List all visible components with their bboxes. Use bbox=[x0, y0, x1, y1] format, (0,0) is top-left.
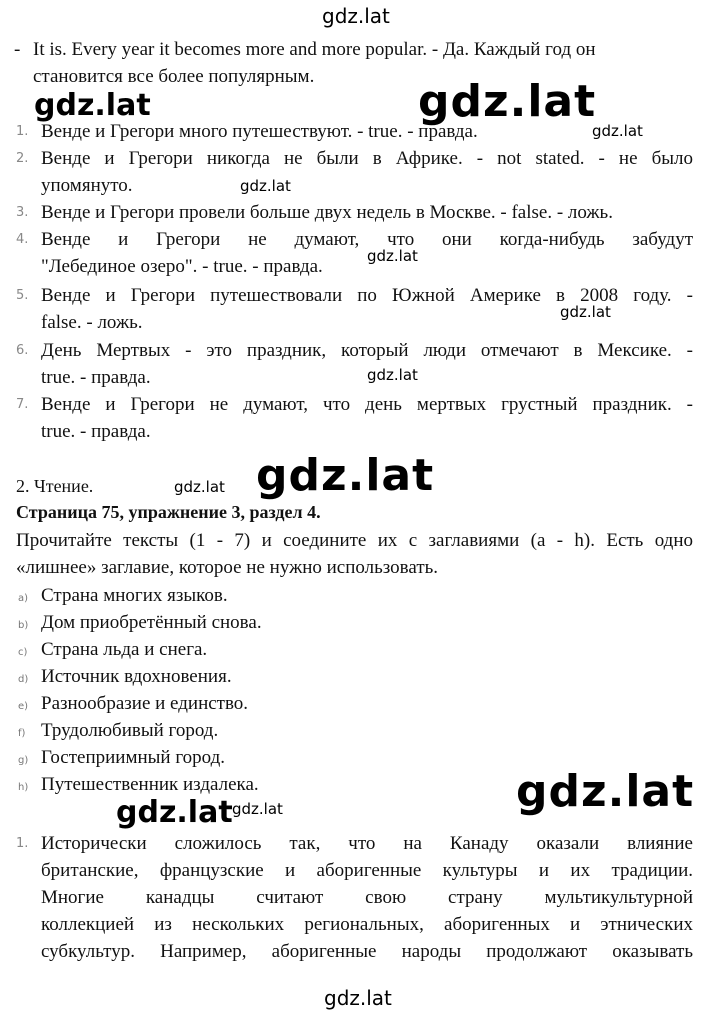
heading-text: Дом приобретённый снова. bbox=[41, 612, 262, 633]
watermark-big: gdz.lat bbox=[516, 766, 695, 817]
heading-text: Источник вдохновения. bbox=[41, 666, 232, 687]
statement-line: true. - правда. bbox=[41, 421, 151, 442]
watermark-small: gdz.lat bbox=[232, 800, 283, 818]
intro-line-1: It is. Every year it becomes more and more popular. - Да. Каждый год он bbox=[33, 39, 596, 60]
heading-letter: h) bbox=[18, 782, 29, 793]
statement-number: 5. bbox=[16, 288, 29, 303]
heading-text: Путешественник издалека. bbox=[41, 774, 259, 795]
statement-line: Венде и Грегори много путешествуют. - true. - правда. bbox=[41, 121, 478, 142]
statement-number: 6. bbox=[16, 343, 29, 358]
watermark-small: gdz.lat bbox=[240, 177, 291, 195]
statement-line: Венде и Грегори не думают, что день мертвых грустный праздник. - bbox=[41, 394, 693, 415]
text-line: британские, французские и аборигенные культуры и их традиции. bbox=[41, 860, 693, 881]
heading-letter: g) bbox=[18, 755, 29, 766]
intro-line-2: становится все более популярным. bbox=[33, 66, 315, 87]
heading-text: Разнообразие и единство. bbox=[41, 693, 249, 714]
heading-text: Страна многих языков. bbox=[41, 585, 228, 606]
statement-line: День Мертвых - это праздник, который люди отмечают в Мексике. - bbox=[41, 340, 693, 361]
watermark-big: gdz.lat bbox=[256, 450, 435, 501]
watermark-small: gdz.lat bbox=[367, 366, 418, 384]
heading-letter: d) bbox=[18, 674, 29, 685]
statement-line: упомянуто. bbox=[41, 175, 133, 196]
text-line: Многие канадцы считают свою страну мультикультурной bbox=[41, 887, 693, 908]
text-number: 1. bbox=[16, 836, 29, 851]
statement-line: Венде и Грегори не думают, что они когда-нибудь забудут bbox=[41, 229, 693, 250]
heading-text: Страна льда и снега. bbox=[41, 639, 208, 660]
watermark-top: gdz.lat bbox=[322, 4, 390, 28]
watermark-small: gdz.lat bbox=[367, 247, 418, 265]
statement-number: 4. bbox=[16, 232, 29, 247]
statement-line: Венде и Грегори никогда не были в Африке. - not stated. - не было bbox=[41, 148, 693, 169]
heading-letter: e) bbox=[18, 701, 29, 712]
heading-letter: a) bbox=[18, 593, 29, 604]
heading-letter: f) bbox=[18, 728, 26, 739]
section-heading: Страница 75, упражнение 3, раздел 4. bbox=[16, 502, 321, 522]
watermark-small: gdz.lat bbox=[174, 478, 225, 496]
text-line: Исторически сложилось так, что на Канаду оказали влияние bbox=[41, 833, 693, 854]
section-instruction-line: Прочитайте тексты (1 - 7) и соедините их с заглавиями (a - h). Есть одно bbox=[16, 530, 693, 551]
statement-line: false. - ложь. bbox=[41, 312, 143, 333]
statement-number: 1. bbox=[16, 124, 29, 139]
watermark-bottom: gdz.lat bbox=[324, 986, 392, 1010]
watermark-mid: gdz.lat bbox=[34, 88, 151, 123]
text-line: коллекцией из нескольких региональных, аборигенных и этнических bbox=[41, 914, 693, 935]
watermark-small: gdz.lat bbox=[560, 303, 611, 321]
heading-text: Гостеприимный город. bbox=[41, 747, 226, 768]
section-reading-label: 2. Чтение. bbox=[16, 476, 94, 496]
watermark-big: gdz.lat bbox=[418, 76, 597, 127]
text-line: субкультур. Например, аборигенные народы продолжают оказывать bbox=[41, 941, 693, 962]
statement-number: 2. bbox=[16, 151, 29, 166]
section-instruction-line: «лишнее» заглавие, которое не нужно использовать. bbox=[16, 557, 439, 578]
statement-number: 3. bbox=[16, 205, 29, 220]
statement-line: Венде и Грегори путешествовали по Южной Америке в 2008 году. - bbox=[41, 285, 693, 306]
statement-line: "Лебединое озеро". - true. - правда. bbox=[41, 256, 323, 277]
watermark-small: gdz.lat bbox=[592, 122, 643, 140]
statement-line: Венде и Грегори провели больше двух недель в Москве. - false. - ложь. bbox=[41, 202, 613, 223]
statement-line: true. - правда. bbox=[41, 367, 151, 388]
heading-letter: b) bbox=[18, 620, 29, 631]
intro-dash: - bbox=[14, 39, 21, 60]
heading-letter: c) bbox=[18, 647, 28, 658]
heading-text: Трудолюбивый город. bbox=[41, 720, 219, 741]
watermark-mid: gdz.lat bbox=[116, 795, 233, 830]
statement-number: 7. bbox=[16, 397, 29, 412]
